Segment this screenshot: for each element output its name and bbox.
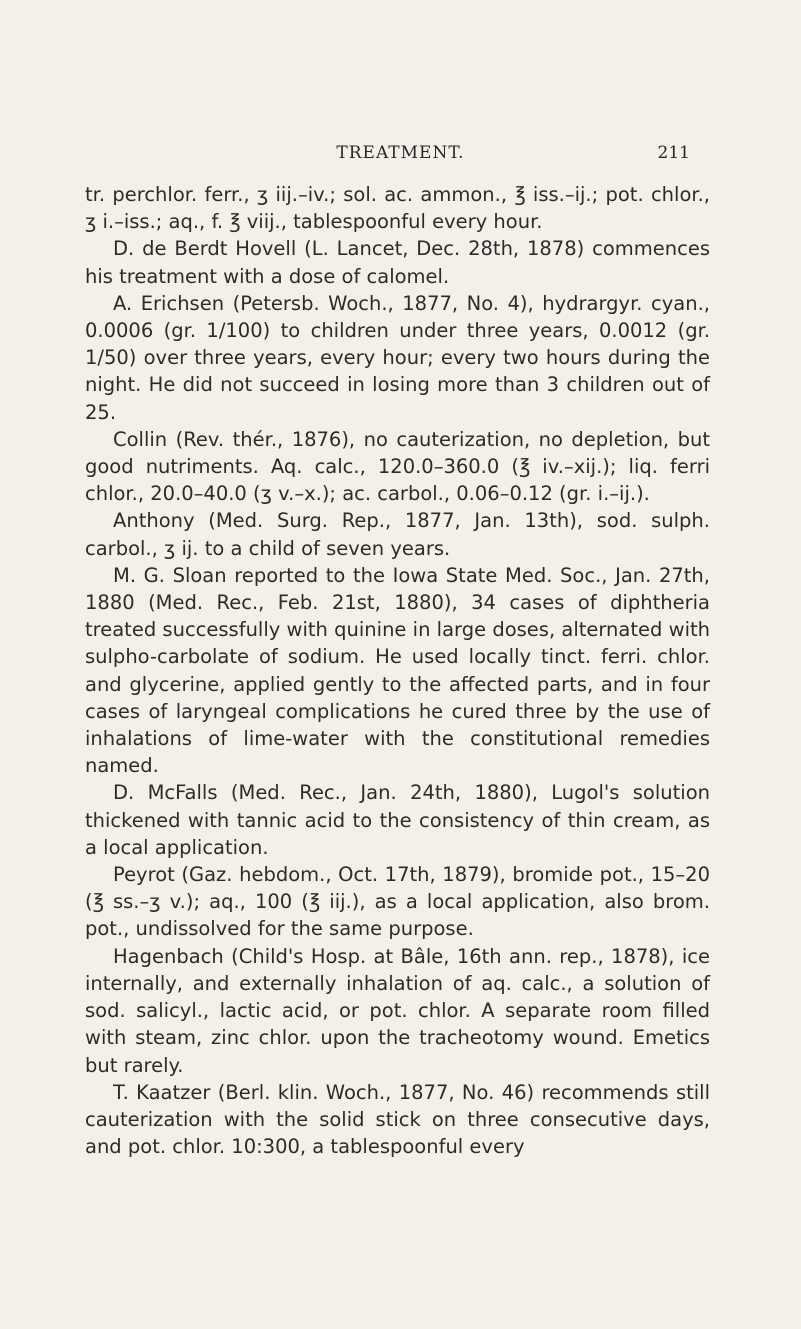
- paragraph: Hagenbach (Child's Hosp. at Bâle, 16th ann. rep., 1878), ice internally, and externally inhalation of aq. calc., a solution of sod. salicyl., lactic acid, or pot. chlor. A separate room filled with steam, zinc chlor. upon the tracheotomy wound. Emetics but rarely.: [85, 944, 710, 1077]
- paragraph: tr. perchlor. ferr., ʒ iij.–iv.; sol. ac. ammon., ℥ iss.–ij.; pot. chlor., ʒ i.–iss.; aq., f. ℥ viij., tablespoonful every hour.: [85, 183, 710, 234]
- paragraph: T. Kaatzer (Berl. klin. Woch., 1877, No. 46) recommends still cauterization with the solid stick on three consecutive days, and pot. chlor. 10:300, a tablespoonful every: [85, 1080, 710, 1159]
- paragraph: Peyrot (Gaz. hebdom., Oct. 17th, 1879), bromide pot., 15–20 (℥ ss.–ʒ v.); aq., 100 (℥ iij.), as a local application, also brom. pot., undissolved for the same purpose.: [85, 863, 710, 941]
- paragraph: A. Erichsen (Petersb. Woch., 1877, No. 4), hydrargyr. cyan., 0.0006 (gr. 1/100) to children under three years, 0.0012 (gr. 1/50) over three years, every hour; every two hours during the night. He did not succeed in losing more than 3 children out of 25.: [85, 291, 710, 424]
- text-body: [85, 181, 710, 1160]
- running-head: TREATMENT.: [336, 143, 465, 163]
- paragraph: Collin (Rev. thér., 1876), no cauterization, no depletion, but good nutriments. Aq. calc., 120.0–360.0 (℥ iv.–xij.); liq. ferri chlor., 20.0–40.0 (ʒ v.–x.); ac. carbol., 0.06–0.12 (gr. i.–ij.).: [85, 427, 710, 506]
- page-number: 211: [657, 143, 690, 163]
- paragraph: D. de Berdt Hovell (L. Lancet, Dec. 28th, 1878) commences his treatment with a dose of calomel.: [85, 237, 710, 288]
- page-header: [0, 143, 801, 167]
- paragraph: D. McFalls (Med. Rec., Jan. 24th, 1880), Lugol's solution thickened with tannic acid to the consistency of thin cream, as a local application.: [85, 781, 710, 859]
- paragraph: M. G. Sloan reported to the Iowa State Med. Soc., Jan. 27th, 1880 (Med. Rec., Feb. 21st, 1880), 34 cases of diphtheria treated successfully with quinine in large doses, alternated with sulpho-carbolate of sodium. He used locally tinct. ferri. chlor. and glycerine, applied gently to the affected parts, and in four cases of laryngeal complications he cured three by the use of inhalations of lime-water with the constitutional remedies named.: [85, 563, 710, 778]
- paragraph: Anthony (Med. Surg. Rep., 1877, Jan. 13th), sod. sulph. carbol., ʒ ij. to a child of seven years.: [85, 509, 710, 560]
